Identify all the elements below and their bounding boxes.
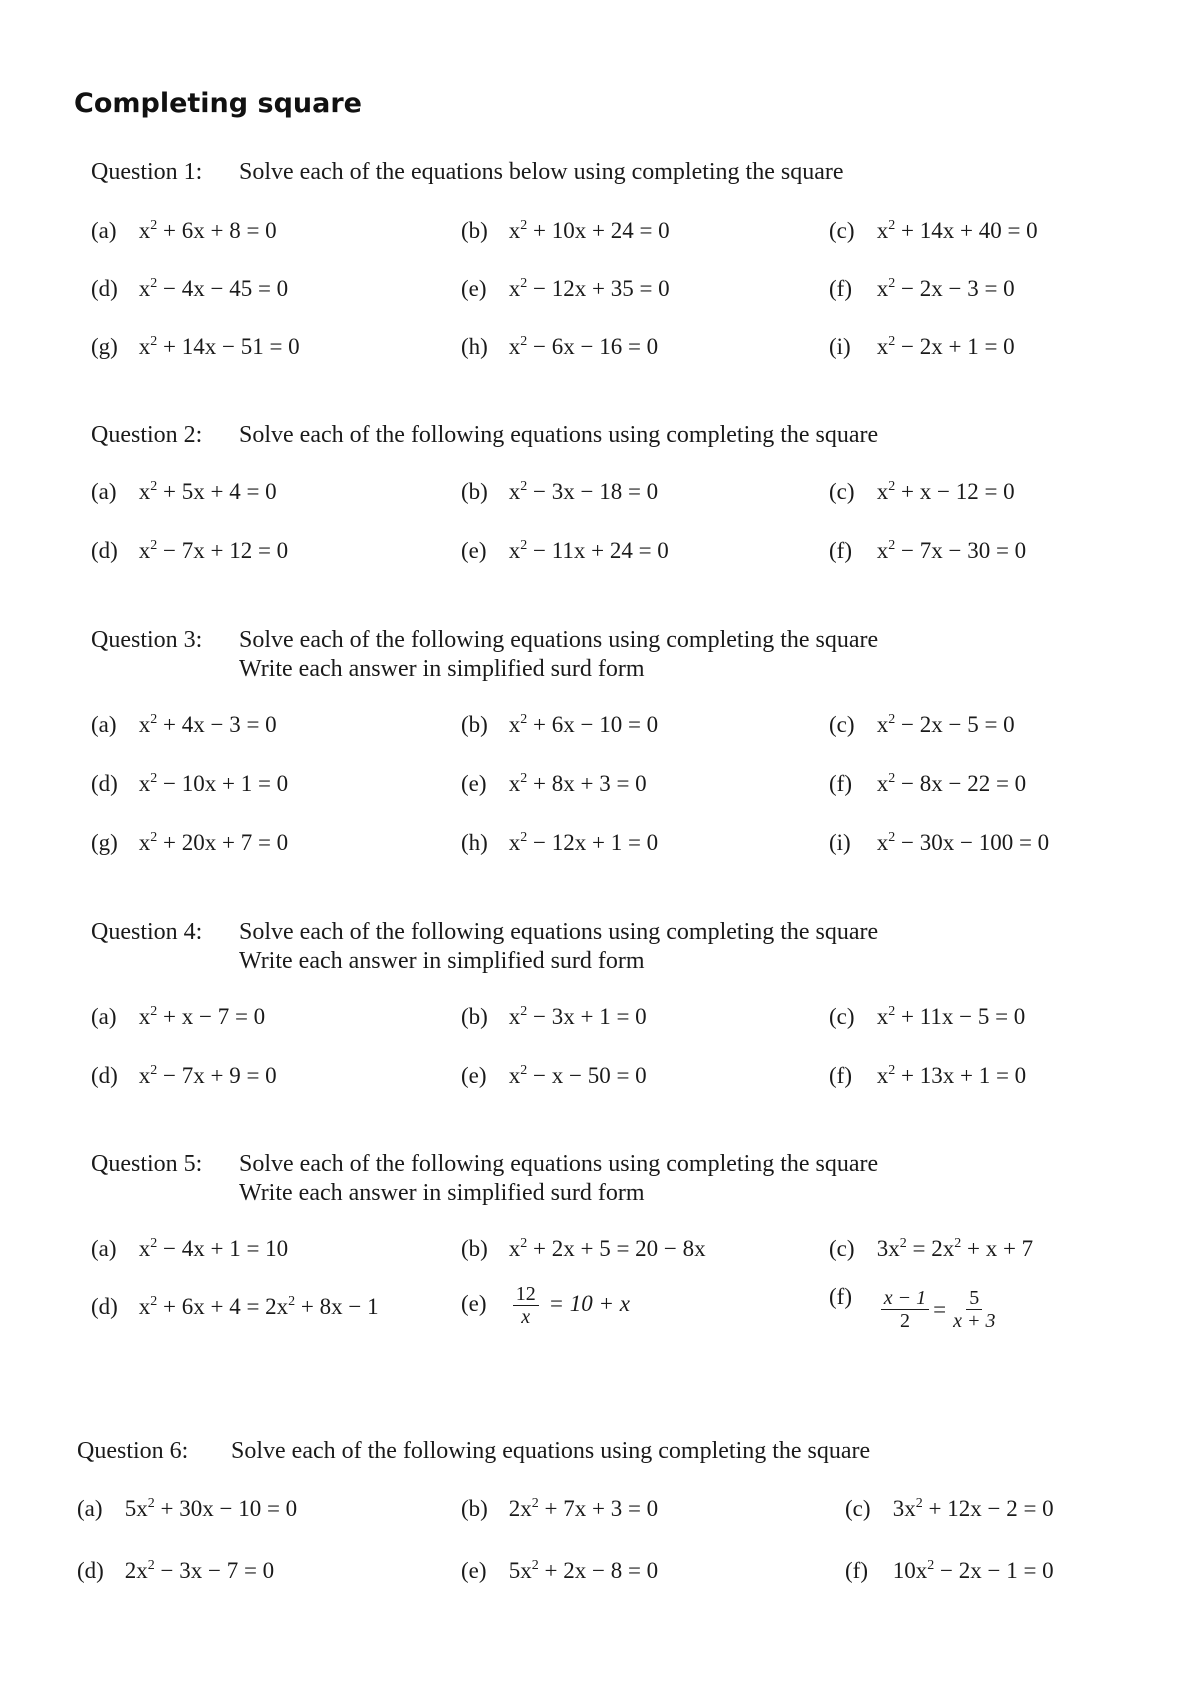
exponent: 2 (520, 830, 528, 845)
equation-tag: (d) (91, 771, 118, 796)
exponent: 2 (150, 538, 158, 553)
equation-item: (d) $x^2 + 6x + 4 = 2x^2 + 8x - 1$ (91, 1294, 379, 1319)
equation-tag: (h) (461, 334, 488, 359)
exponent: 2 (150, 218, 158, 233)
exponent: 2 (520, 771, 528, 786)
fraction (950, 1287, 998, 1332)
equation-tag: (c) (829, 712, 855, 737)
exponent: 2 (899, 1236, 907, 1251)
exponent: 2 (888, 771, 896, 786)
fraction (513, 1283, 539, 1328)
question-instructions (239, 421, 878, 450)
equation-tag: (e) (461, 276, 487, 301)
exponent: 2 (150, 334, 158, 349)
instruction-line: Solve each of the following equations using completing the square (231, 1438, 871, 1464)
exponent: 2 (915, 1496, 923, 1511)
equation-tag: (h) (461, 830, 488, 855)
exponent: 2 (888, 218, 896, 233)
equation-tag: (d) (91, 1063, 118, 1088)
equation-item: (i) $x^2 - 2x + 1 = 0$ (829, 334, 1015, 359)
exponent: 2 (888, 479, 896, 494)
instruction-line: Solve each of the following equations using completing the square (239, 1151, 879, 1177)
equation-tag: (c) (829, 1004, 855, 1029)
equation-item (461, 1283, 630, 1328)
exponent: 2 (888, 276, 896, 291)
equation-item: (f) $x^2 - 7x - 30 = 0$ (829, 538, 1027, 563)
equation-tag: (c) (829, 479, 855, 504)
question-instructions (239, 158, 844, 187)
equation-item: (b) $x^2 + 10x + 24 = 0$ (461, 218, 670, 243)
equation-item: (b) $2x^2 + 7x + 3 = 0$ (461, 1496, 659, 1521)
equation-tag: (a) (91, 479, 117, 504)
equation-tag: (d) (91, 276, 118, 301)
equation-item: (c) $x^2 + x - 12 = 0$ (829, 479, 1015, 504)
equation-tag: (d) (91, 1294, 118, 1319)
exponent: 2 (150, 830, 158, 845)
instruction-line: Write each answer in simplified surd form (239, 1180, 645, 1206)
exponent: 2 (147, 1558, 155, 1573)
exponent: 2 (888, 334, 896, 349)
fraction-equation (877, 1287, 1003, 1332)
exponent: 2 (531, 1558, 539, 1573)
equation-item: (a) $5x^2 + 30x - 10 = 0$ (77, 1496, 298, 1521)
equation-rest: = 10 + x (542, 1290, 630, 1316)
instruction-line: Solve each of the equations below using completing the square (239, 159, 844, 185)
fraction (881, 1287, 929, 1332)
equation-tag: (i) (829, 830, 851, 855)
equation-item: (b) $x^2 + 6x - 10 = 0$ (461, 712, 659, 737)
exponent: 2 (150, 479, 158, 494)
equation-item: (a) $x^2 + x - 7 = 0$ (91, 1004, 266, 1029)
equation-tag: (b) (461, 1496, 488, 1521)
equation-item: (e) $x^2 + 8x + 3 = 0$ (461, 771, 647, 796)
equation-tag: (b) (461, 218, 488, 243)
equation-item: (g) $x^2 + 14x - 51 = 0$ (91, 334, 300, 359)
equation-item: (a) $x^2 + 4x - 3 = 0$ (91, 712, 277, 737)
exponent: 2 (520, 712, 528, 727)
equation-item: (e) $5x^2 + 2x - 8 = 0$ (461, 1558, 659, 1583)
equation-tag: (b) (461, 1004, 488, 1029)
exponent: 2 (888, 1063, 896, 1078)
exponent: 2 (520, 479, 528, 494)
equation-tag: (e) (461, 1063, 487, 1088)
equation-tag: (g) (91, 830, 118, 855)
equation-item: (f) $x^2 - 8x - 22 = 0$ (829, 771, 1027, 796)
fraction-denominator: 2 (899, 1310, 910, 1332)
equation-item: (f) $x^2 - 2x - 3 = 0$ (829, 276, 1015, 301)
question-instructions (239, 1150, 878, 1208)
exponent: 2 (520, 218, 528, 233)
equation-item: (g) $x^2 + 20x + 7 = 0$ (91, 830, 289, 855)
equation-item: (d) $x^2 - 7x + 9 = 0$ (91, 1063, 277, 1088)
equation-item: (c) $3x^2 = 2x^2 + x + 7$ (829, 1236, 1034, 1261)
exponent: 2 (888, 830, 896, 845)
exponent: 2 (288, 1294, 296, 1309)
equation-item: (c) $x^2 + 11x - 5 = 0$ (829, 1004, 1026, 1029)
equation-tag: (a) (91, 218, 117, 243)
exponent: 2 (520, 1004, 528, 1019)
instruction-line: Solve each of the following equations using completing the square (239, 422, 879, 448)
equation-item: (e) $x^2 - x - 50 = 0$ (461, 1063, 647, 1088)
question-label: Question 5: (91, 1151, 203, 1177)
equation-tag: (f) (829, 771, 852, 796)
equation-tag: (f) (829, 276, 852, 301)
equation-tag: (a) (91, 712, 117, 737)
equation-item: (h) $x^2 - 12x + 1 = 0$ (461, 830, 659, 855)
equation-item: (c) $x^2 - 2x - 5 = 0$ (829, 712, 1015, 737)
exponent: 2 (150, 276, 158, 291)
equation-tag: (i) (829, 334, 851, 359)
equation-tag: (c) (829, 218, 855, 243)
exponent: 2 (520, 334, 528, 349)
equation-tag: (e) (461, 1290, 487, 1316)
fraction-numerator: x − 1 (881, 1287, 929, 1310)
equation-tag: (d) (91, 538, 118, 563)
equation-tag: (c) (829, 1236, 855, 1261)
equation-item: (d) $x^2 - 10x + 1 = 0$ (91, 771, 289, 796)
equation-item: (e) $x^2 - 11x + 24 = 0$ (461, 538, 669, 563)
equation-item: (b) $x^2 - 3x + 1 = 0$ (461, 1004, 647, 1029)
fraction-numerator: 5 (966, 1287, 982, 1310)
exponent: 2 (150, 1004, 158, 1019)
equation-tag: (a) (91, 1236, 117, 1261)
equation-item: (c) $x^2 + 14x + 40 = 0$ (829, 218, 1038, 243)
equation-item: (b) $x^2 - 3x - 18 = 0$ (461, 479, 659, 504)
equation-tag: (f) (829, 538, 852, 563)
equation-tag: (c) (845, 1496, 871, 1521)
exponent: 2 (150, 1063, 158, 1078)
exponent: 2 (531, 1496, 539, 1511)
exponent: 2 (150, 1294, 158, 1309)
equation-tag: (a) (91, 1004, 117, 1029)
exponent: 2 (888, 1004, 896, 1019)
exponent: 2 (520, 1063, 528, 1078)
question-label: Question 3: (91, 627, 203, 653)
exponent: 2 (150, 712, 158, 727)
instruction-line: Solve each of the following equations using completing the square (239, 627, 879, 653)
equation-tag: (f) (829, 1284, 852, 1309)
equation-item (829, 1283, 1002, 1332)
exponent: 2 (147, 1496, 155, 1511)
question-instructions (239, 918, 878, 976)
equation-tag: (e) (461, 538, 487, 563)
equation-item: (d) $x^2 - 7x + 12 = 0$ (91, 538, 289, 563)
fraction-numerator: 12 (513, 1283, 539, 1306)
equation-item: (a) $x^2 + 5x + 4 = 0$ (91, 479, 277, 504)
equation-item: (e) $x^2 - 12x + 35 = 0$ (461, 276, 670, 301)
question-instructions (239, 626, 878, 684)
question-label: Question 2: (91, 422, 203, 448)
equation-tag: (b) (461, 479, 488, 504)
question-instructions (231, 1437, 870, 1466)
fraction-denominator: x + 3 (953, 1310, 996, 1332)
exponent: 2 (888, 712, 896, 727)
exponent: 2 (150, 1236, 158, 1251)
exponent: 2 (520, 1236, 528, 1251)
exponent: 2 (888, 538, 896, 553)
equation-item: (c) $3x^2 + 12x - 2 = 0$ (845, 1496, 1054, 1521)
equation-tag: (a) (77, 1496, 103, 1521)
page-title: Completing square (74, 88, 362, 119)
equation-item: (b) $x^2 + 2x + 5 = 20 - 8x$ (461, 1236, 706, 1261)
equation-tag: (e) (461, 1558, 487, 1583)
equation-item: (h) $x^2 - 6x - 16 = 0$ (461, 334, 659, 359)
equation-tag: (f) (845, 1558, 868, 1583)
equation-tag: (b) (461, 1236, 488, 1261)
equation-tag: (d) (77, 1558, 104, 1583)
equation-item: (a) $x^2 - 4x + 1 = 10$ (91, 1236, 289, 1261)
question-label: Question 1: (91, 159, 203, 185)
exponent: 2 (150, 771, 158, 786)
question-label: Question 4: (91, 919, 203, 945)
equation-tag: (b) (461, 712, 488, 737)
instruction-line: Write each answer in simplified surd form (239, 656, 645, 682)
instruction-line: Solve each of the following equations using completing the square (239, 919, 879, 945)
equation-tag: (e) (461, 771, 487, 796)
equation-item: (f) $x^2 + 13x + 1 = 0$ (829, 1063, 1027, 1088)
exponent: 2 (927, 1558, 935, 1573)
exponent: 2 (520, 538, 528, 553)
exponent: 2 (954, 1236, 962, 1251)
fraction-denominator: x (521, 1306, 531, 1328)
equation-item: (a) $x^2 + 6x + 8 = 0$ (91, 218, 277, 243)
equation-tag: (g) (91, 334, 118, 359)
instruction-line: Write each answer in simplified surd form (239, 948, 645, 974)
equation-item: (d) $2x^2 - 3x - 7 = 0$ (77, 1558, 275, 1583)
question-label: Question 6: (77, 1438, 189, 1464)
equation-item: (f) $10x^2 - 2x - 1 = 0$ (845, 1558, 1054, 1583)
equation-item: (i) $x^2 - 30x - 100 = 0$ (829, 830, 1050, 855)
equals-sign: = (933, 1296, 947, 1322)
exponent: 2 (520, 276, 528, 291)
equation-tag: (f) (829, 1063, 852, 1088)
equation-item: (d) $x^2 - 4x - 45 = 0$ (91, 276, 289, 301)
